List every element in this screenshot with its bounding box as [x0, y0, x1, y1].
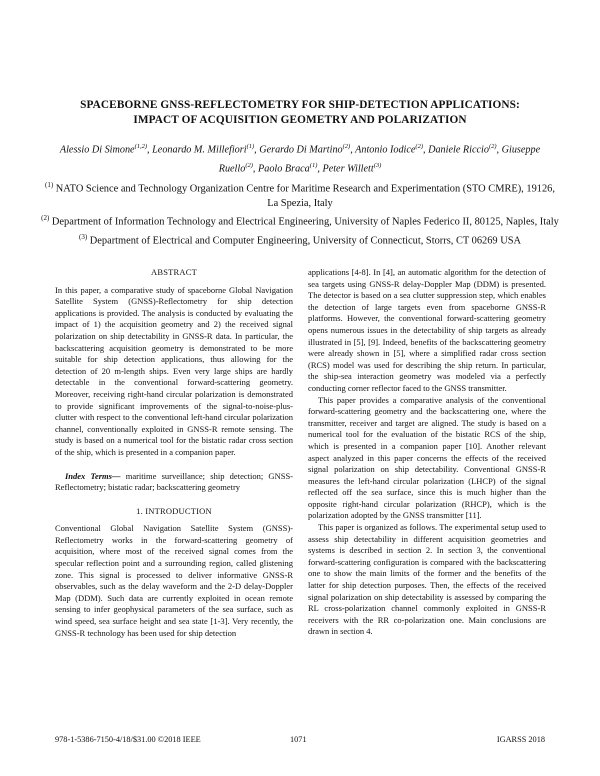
paper-title — [60, 98, 540, 128]
author-name: Paolo Braca — [258, 163, 310, 175]
right-paragraph-1: applications [4-8]. In [4], an automatic algorithm for the detection of sea targets using GNSS-R delay-Doppler Map (DDM) is presented. The detector is based on a sea clutter suppression step, which enables the detection of large targets even from spaceborne GNSS-R platforms. However, the conventional forward-scattering geometry opens numerous issues in the detectability of ship targets as already illustrated in [5], [9]. Indeed, benefits of the backscattering geometry were already shown in [5], where a simplified radar cross section (RCS) model was used for describing the ship return. In particular, the ship-sea interaction geometry was modeled via a perfectly conducting corner reflector faced to the GNSS transmitter. — [308, 267, 546, 393]
left-column — [55, 267, 293, 639]
abstract-text: In this paper, a comparative study of spaceborne Global Navigation Satellite System (GNSS)-Reflectometry for ship detection applications is provided. The analysis is conducted by evaluating the impact of 1) the acquisition geometry and 2) the received signal polarization on ship detectability in GNSS-R data. In particular, the backscattering acquisition geometry is demonstrated to be more suitable for ship detection applications, thus allowing for the detection of 20 m-length ships. Even very large ships are hardly detectable in the conventional forward-scattering geometry. Moreover, receiving right-hand circular polarization is demonstrated to provide significant improvements of the signal-to-noise-plus-clutter with respect to the conventional left-hand circular polarization channel, conventionally exploited in GNSS-R remote sensing. The study is based on a numerical tool for the bistatic radar cross section of the ship, which is presented in a companion paper. — [55, 284, 293, 457]
author-affiliation-marker: (1) — [309, 162, 318, 170]
index-terms-label: Index Terms— — [65, 470, 121, 481]
author-list: Alessio Di Simone$^{(1,2)}$, Leonardo M. Millefiori$^{(1)}$, Gerardo Di Martino$^{(2)}$, Antonio Iodice$^{(2)}$, Daniele Riccio$^{(2)}$, Giuseppe Ruello$^{(2)}$, Paolo Braca$^{(1)}$, Peter Willett$^{(3)}$ — [59, 143, 541, 175]
affiliation — [40, 230, 560, 248]
title-line-1: SPACEBORNE GNSS-REFLECTOMETRY FOR SHIP-DETECTION APPLICATIONS: — [80, 99, 520, 111]
affiliation-text: Department of Electrical and Computer Engineering, University of Connecticut, Storrs, CT 06269 USA — [87, 235, 521, 247]
title-line-2: IMPACT OF ACQUISITION GEOMETRY AND POLARIZATION — [133, 114, 467, 126]
affiliation-marker: (2) — [41, 214, 50, 223]
author-affiliation-marker: (1,2) — [134, 143, 148, 150]
author-affiliation-marker: (2) — [342, 143, 351, 150]
affiliation-marker: (3) — [79, 232, 88, 241]
footer-copyright: 978-1-5386-7150-4/18/$31.00 ©2018 IEEE — [55, 735, 201, 744]
introduction-text: Conventional Global Navigation Satellite System (GNSS)-Reflectometry works in the forward-scattering geometry of acquisition, where most of the received signal comes from the specular reflection point and a surrounding region, called glistening zone. This signal is processed to deliver informative GNSS-R observables, such as the delay waveform and the 2-D delay-Doppler Map (DDM). Such data are currently exploited in ocean remote sensing to infer geophysical parameters of the sea surface, such as wind speed, sea surface height and sea state [1-3]. Very recently, the GNSS-R technology has been used for ship detection — [55, 523, 293, 638]
affiliation-list — [40, 178, 560, 248]
index-terms-text: maritime surveillance; ship detection; GNSS-Reflectometry; bistatic radar; backscattering geometry — [55, 470, 293, 493]
author-name: Peter Willett — [322, 163, 374, 175]
affiliation-marker: (1) — [45, 181, 54, 189]
author-affiliation-marker: (2) — [415, 143, 424, 150]
author-affiliation-marker: (3) — [373, 162, 382, 170]
author-affiliation-marker: (1) — [246, 143, 255, 150]
right-paragraph-3: This paper is organized as follows. The experimental setup used to assess ship detectability in different acquisition geometries and systems is described in section 2. In section 3, the conventional forward-scattering configuration is compared with the backscattering one to show the main limits of the former and the benefits of the latter for ship detection purposes. Then, the effects of the received signal polarization on ship detectability is assessed by comparing the RL cross-polarization channel commonly exploited in GNSS-R receivers with the RR co-polarization one. Main conclusions are drawn in section 4. — [308, 522, 546, 637]
affiliation-text: Department of Information Technology and Electrical Engineering, University of Naples Federico II, 80125, Naples, Italy — [49, 216, 559, 228]
affiliation-text: NATO Science and Technology Organization Centre for Maritime Research and Experimentation (STO CMRE), 19126, La Spezia, Italy — [53, 183, 555, 210]
footer-page-number: 1071 — [290, 735, 307, 744]
affiliation — [40, 178, 560, 211]
introduction-heading: 1. INTRODUCTION — [136, 505, 212, 516]
right-paragraph-2: This paper provides a comparative analysis of the conventional forward-scattering geometry and the backscattering one, where the transmitter, receiver and target are aligned. The study is based on a numerical tool for the evaluation of the bistatic RCS of the ship, which is presented in a companion paper [10]. Another relevant aspect analyzed in this paper concerns the effects of the received signal polarization on ship detectability. Conventional GNSS-R measures the left-hand circular polarization (LHCP) of the signal reflected off the sea surface, since this is much higher than the opposite right-hand circular polarization (RHCP), which is the polarization adopted by the GNSS transmitter [11]. — [308, 394, 546, 521]
author-name: Giuseppe Ruello — [218, 144, 541, 175]
author-affiliation-marker: (2) — [488, 143, 497, 150]
author-affiliation-marker: (2) — [245, 162, 253, 170]
right-column — [308, 267, 546, 638]
author-name: Alessio Di Simone — [59, 144, 135, 156]
abstract-heading: ABSTRACT — [151, 267, 197, 277]
footer-conference: IGARSS 2018 — [496, 735, 545, 744]
author-name: Antonio Iodice — [355, 144, 416, 156]
affiliation — [40, 211, 560, 229]
author-name: Leonardo M. Millefiori — [152, 144, 247, 156]
index-terms — [55, 471, 293, 494]
author-name: Daniele Riccio — [428, 144, 489, 156]
author-name: Gerardo Di Martino — [259, 144, 343, 156]
